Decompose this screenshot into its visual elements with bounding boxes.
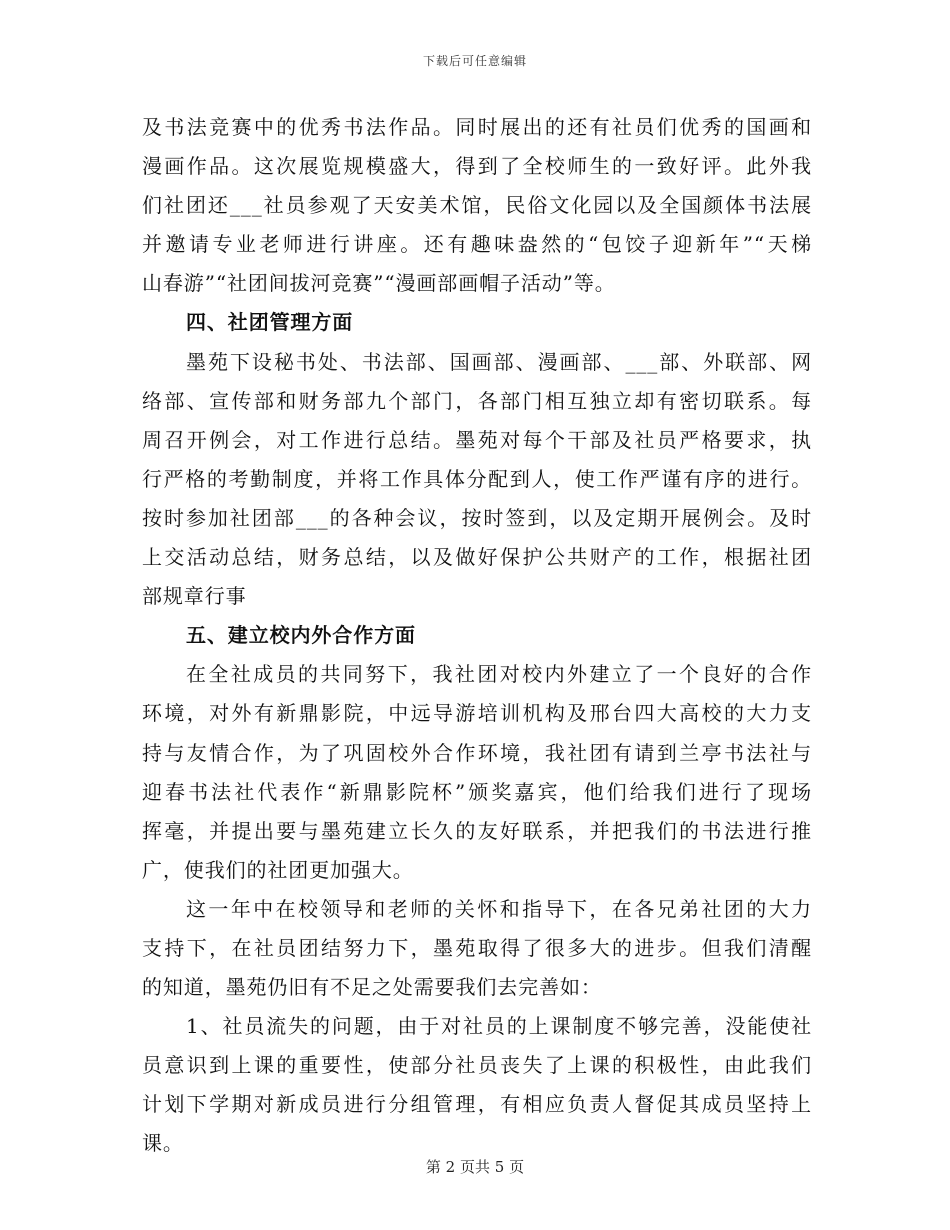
body-line: 1、社员流失的问题，由于对社员的上课制度不够完善，没能使社	[186, 1014, 812, 1039]
page-number: 第 2 页共 5 页	[425, 1158, 525, 1176]
body-line: 的知道，墨苑仍旧有不足之处需要我们去完善如：	[142, 975, 602, 1000]
body-line: 并邀请专业老师进行讲座。还有趣味盎然的“包饺子迎新年”“天梯	[142, 232, 812, 257]
body-line: 挥毫，并提出要与墨苑建立长久的友好联系，并把我们的书法进行推	[142, 818, 812, 843]
body-line: 迎春书法社代表作“新鼎影院杯”颁奖嘉宾，他们给我们进行了现场	[142, 779, 812, 804]
body-line: 漫画作品。这次展览规模盛大，得到了全校师生的一致好评。此外我	[142, 154, 812, 179]
body-line: 墨苑下设秘书处、书法部、国画部、漫画部、___部、外联部、网	[186, 349, 812, 374]
body-line: 员意识到上课的重要性，使部分社员丧失了上课的积极性，由此我们	[142, 1053, 812, 1078]
document-body	[142, 108, 812, 1164]
body-line: 支持下，在社员团结努力下，墨苑取得了很多大的进步。但我们清醒	[142, 935, 812, 960]
body-line: 及书法竞赛中的优秀书法作品。同时展出的还有社员们优秀的国画和	[142, 115, 812, 139]
body-line: 周召开例会，对工作进行总结。墨苑对每个干部及社员严格要求，执	[142, 427, 812, 452]
body-line: 行严格的考勤制度，并将工作具体分配到人，使工作严谨有序的进行。	[142, 466, 812, 491]
body-line: 持与友情合作，为了巩固校外合作环境，我社团有请到兰亭书法社与	[142, 740, 812, 765]
body-line: 计划下学期对新成员进行分组管理，有相应负责人督促其成员坚持上	[142, 1092, 812, 1117]
body-line: 课。	[142, 1131, 184, 1156]
section-heading: 四、社团管理方面	[186, 310, 354, 335]
body-line: 们社团还___社员参观了天安美术馆，民俗文化园以及全国颜体书法展	[142, 193, 812, 218]
section-heading: 五、建立校内外合作方面	[186, 623, 416, 648]
body-line: 上交活动总结，财务总结，以及做好保护公共财产的工作，根据社团	[142, 545, 812, 570]
body-line: 按时参加社团部___的各种会议，按时签到，以及定期开展例会。及时	[142, 505, 812, 530]
body-line: 部规章行事	[142, 584, 247, 609]
body-line: 络部、宣传部和财务部九个部门，各部门相互独立却有密切联系。每	[142, 388, 812, 413]
body-line: 环境，对外有新鼎影院，中远导游培训机构及邢台四大高校的大力支	[142, 701, 812, 726]
body-line: 在全社成员的共同努下，我社团对校内外建立了一个良好的合作	[186, 662, 812, 687]
page-header: 下载后可任意编辑	[422, 54, 527, 68]
body-line: 广，使我们的社团更加强大。	[142, 857, 414, 882]
body-line: 山春游”“社团间拔河竞赛”“漫画部画帽子活动”等。	[142, 271, 616, 296]
body-line: 这一年中在校领导和老师的关怀和指导下，在各兄弟社团的大力	[186, 896, 812, 921]
